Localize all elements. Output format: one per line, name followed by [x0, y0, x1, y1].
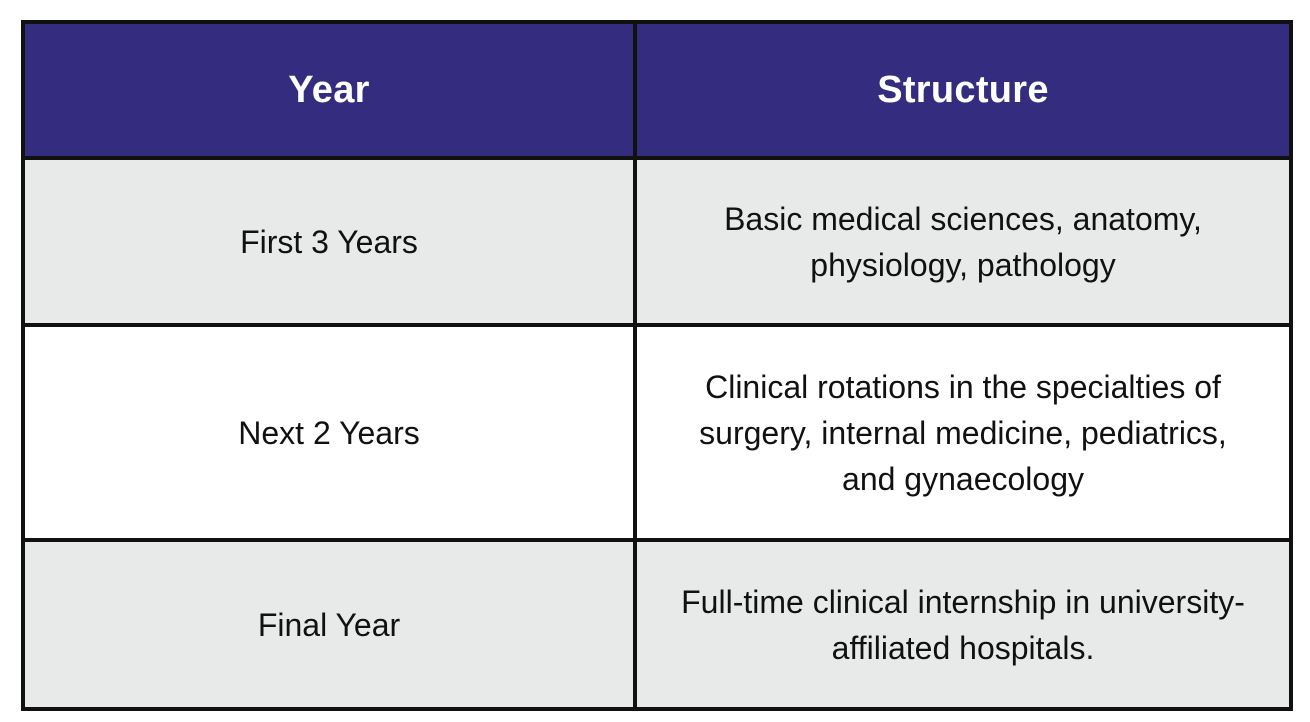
table-row [23, 325, 1291, 540]
structure-cell: Full-time clinical internship in university-affiliated hospitals. [635, 540, 1291, 709]
table-row [23, 540, 1291, 709]
curriculum-table-container [21, 20, 1289, 711]
curriculum-table [21, 20, 1293, 711]
year-cell: Next 2 Years [23, 325, 635, 540]
table-row [23, 158, 1291, 325]
table-header-row [23, 22, 1291, 158]
structure-cell: Basic medical sciences, anatomy, physiology, pathology [635, 158, 1291, 325]
year-cell: Final Year [23, 540, 635, 709]
structure-cell: Clinical rotations in the specialties of surgery, internal medicine, pediatrics, and gynaecology [635, 325, 1291, 540]
year-column-header: Year [23, 22, 635, 158]
structure-column-header: Structure [635, 22, 1291, 158]
year-cell: First 3 Years [23, 158, 635, 325]
